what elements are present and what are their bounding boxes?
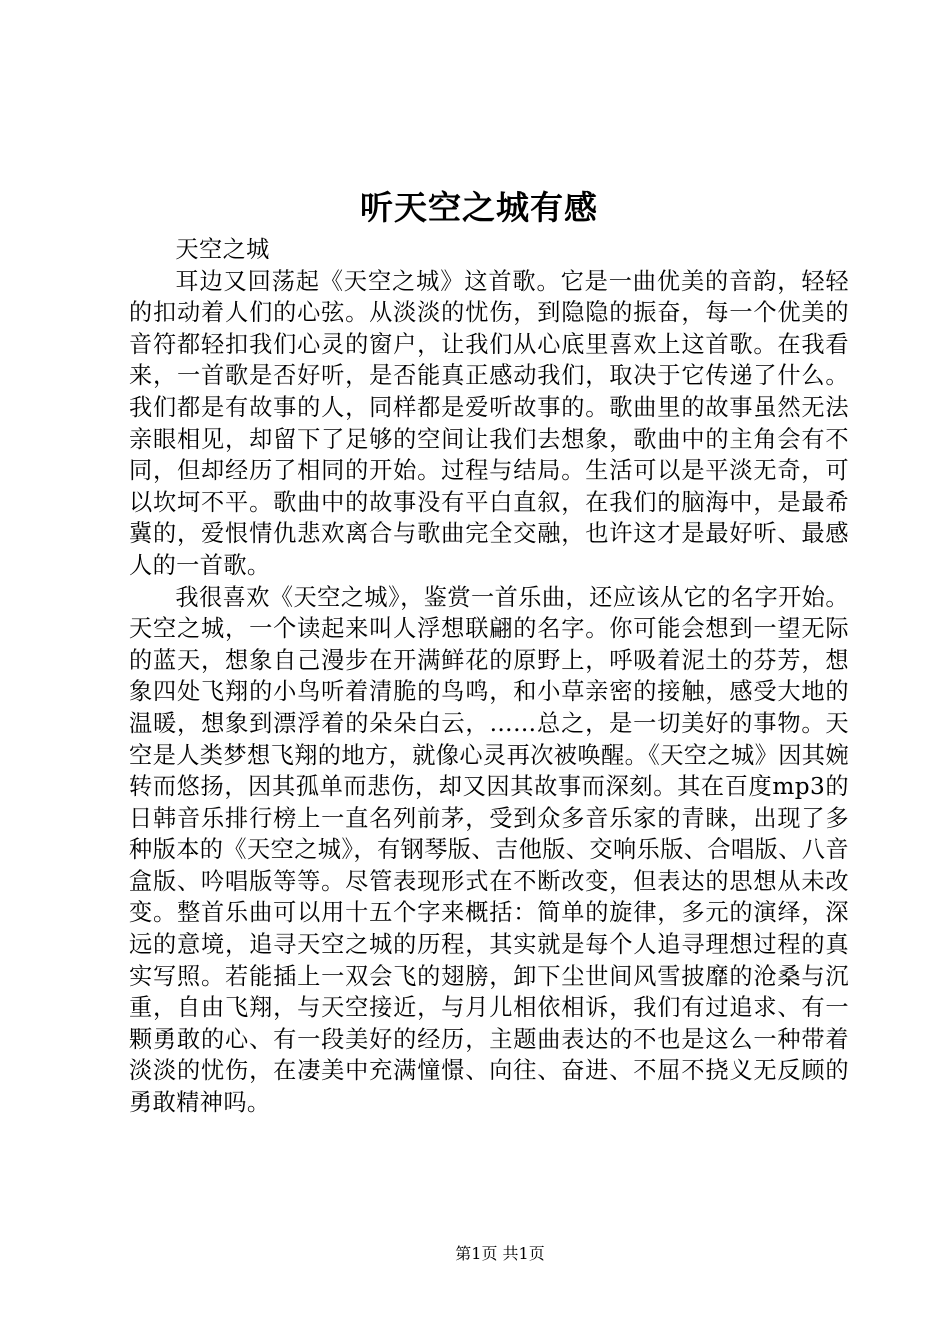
document-body bbox=[129, 234, 849, 1119]
paragraph-2: 我很喜欢《天空之城》，鉴赏一首乐曲，还应该从它的名字开始。天空之城，一个读起来叫人浮想联翩的名字。你可能会想到一望无际的蓝天，想象自己漫步在开满鲜花的原野上，呼吸着泥土的芬芳，想象四处飞翔的小鸟听着清脆的鸟鸣，和小草亲密的接触，感受大地的温暖，想象到漂浮着的朵朵白云，……总之，是一切美好的事物。天空是人类梦想飞翔的地方，就像心灵再次被唤醒。《天空之城》因其婉转而悠扬，因其孤单而悲伤，却又因其故事而深刻。其在百度mp3的日韩音乐排行榜上一直名列前茅，受到众多音乐家的青睐，出现了多种版本的《天空之城》，有钢琴版、吉他版、交响乐版、合唱版、八音盒版、吟唱版等等。尽管表现形式在不断改变，但表达的思想从未改变。整首乐曲可以用十五个字来概括：简单的旋律，多元的演绎，深远的意境，追寻天空之城的历程，其实就是每个人追寻理想过程的真实写照。若能插上一双会飞的翅膀，卸下尘世间风雪披靡的沧桑与沉重，自由飞翔，与天空接近，与月儿相依相诉，我们有过追求、有一颗勇敢的心、有一段美好的经历，主题曲表达的不也是这么一种带着淡淡的忧伤，在凄美中充满憧憬、向往、奋进、不屈不挠义无反顾的勇敢精神吗。 bbox=[129, 583, 849, 1117]
paragraph-subtitle: 天空之城 bbox=[175, 236, 270, 263]
page-footer: 第1页 共1页 bbox=[455, 1244, 545, 1263]
paragraph-1: 耳边又回荡起《天空之城》这首歌。它是一曲优美的音韵，轻轻的扣动着人们的心弦。从淡淡的忧伤，到隐隐的振奋，每一个优美的音符都轻扣我们心灵的窗户，让我们从心底里喜欢上这首歌。在我看来，一首歌是否好听，是否能真正感动我们，取决于它传递了什么。我们都是有故事的人，同样都是爱听故事的。歌曲里的故事虽然无法亲眼相见，却留下了足够的空间让我们去想象，歌曲中的主角会有不同，但却经历了相同的开始。过程与结局。生活可以是平淡无奇，可以坎坷不平。歌曲中的故事没有平白直叙，在我们的脑海中，是最希冀的，爱恨情仇悲欢离合与歌曲完全交融，也许这才是最好听、最感人的一首歌。 bbox=[129, 267, 849, 579]
document-title: 听天空之城有感 bbox=[360, 188, 598, 227]
